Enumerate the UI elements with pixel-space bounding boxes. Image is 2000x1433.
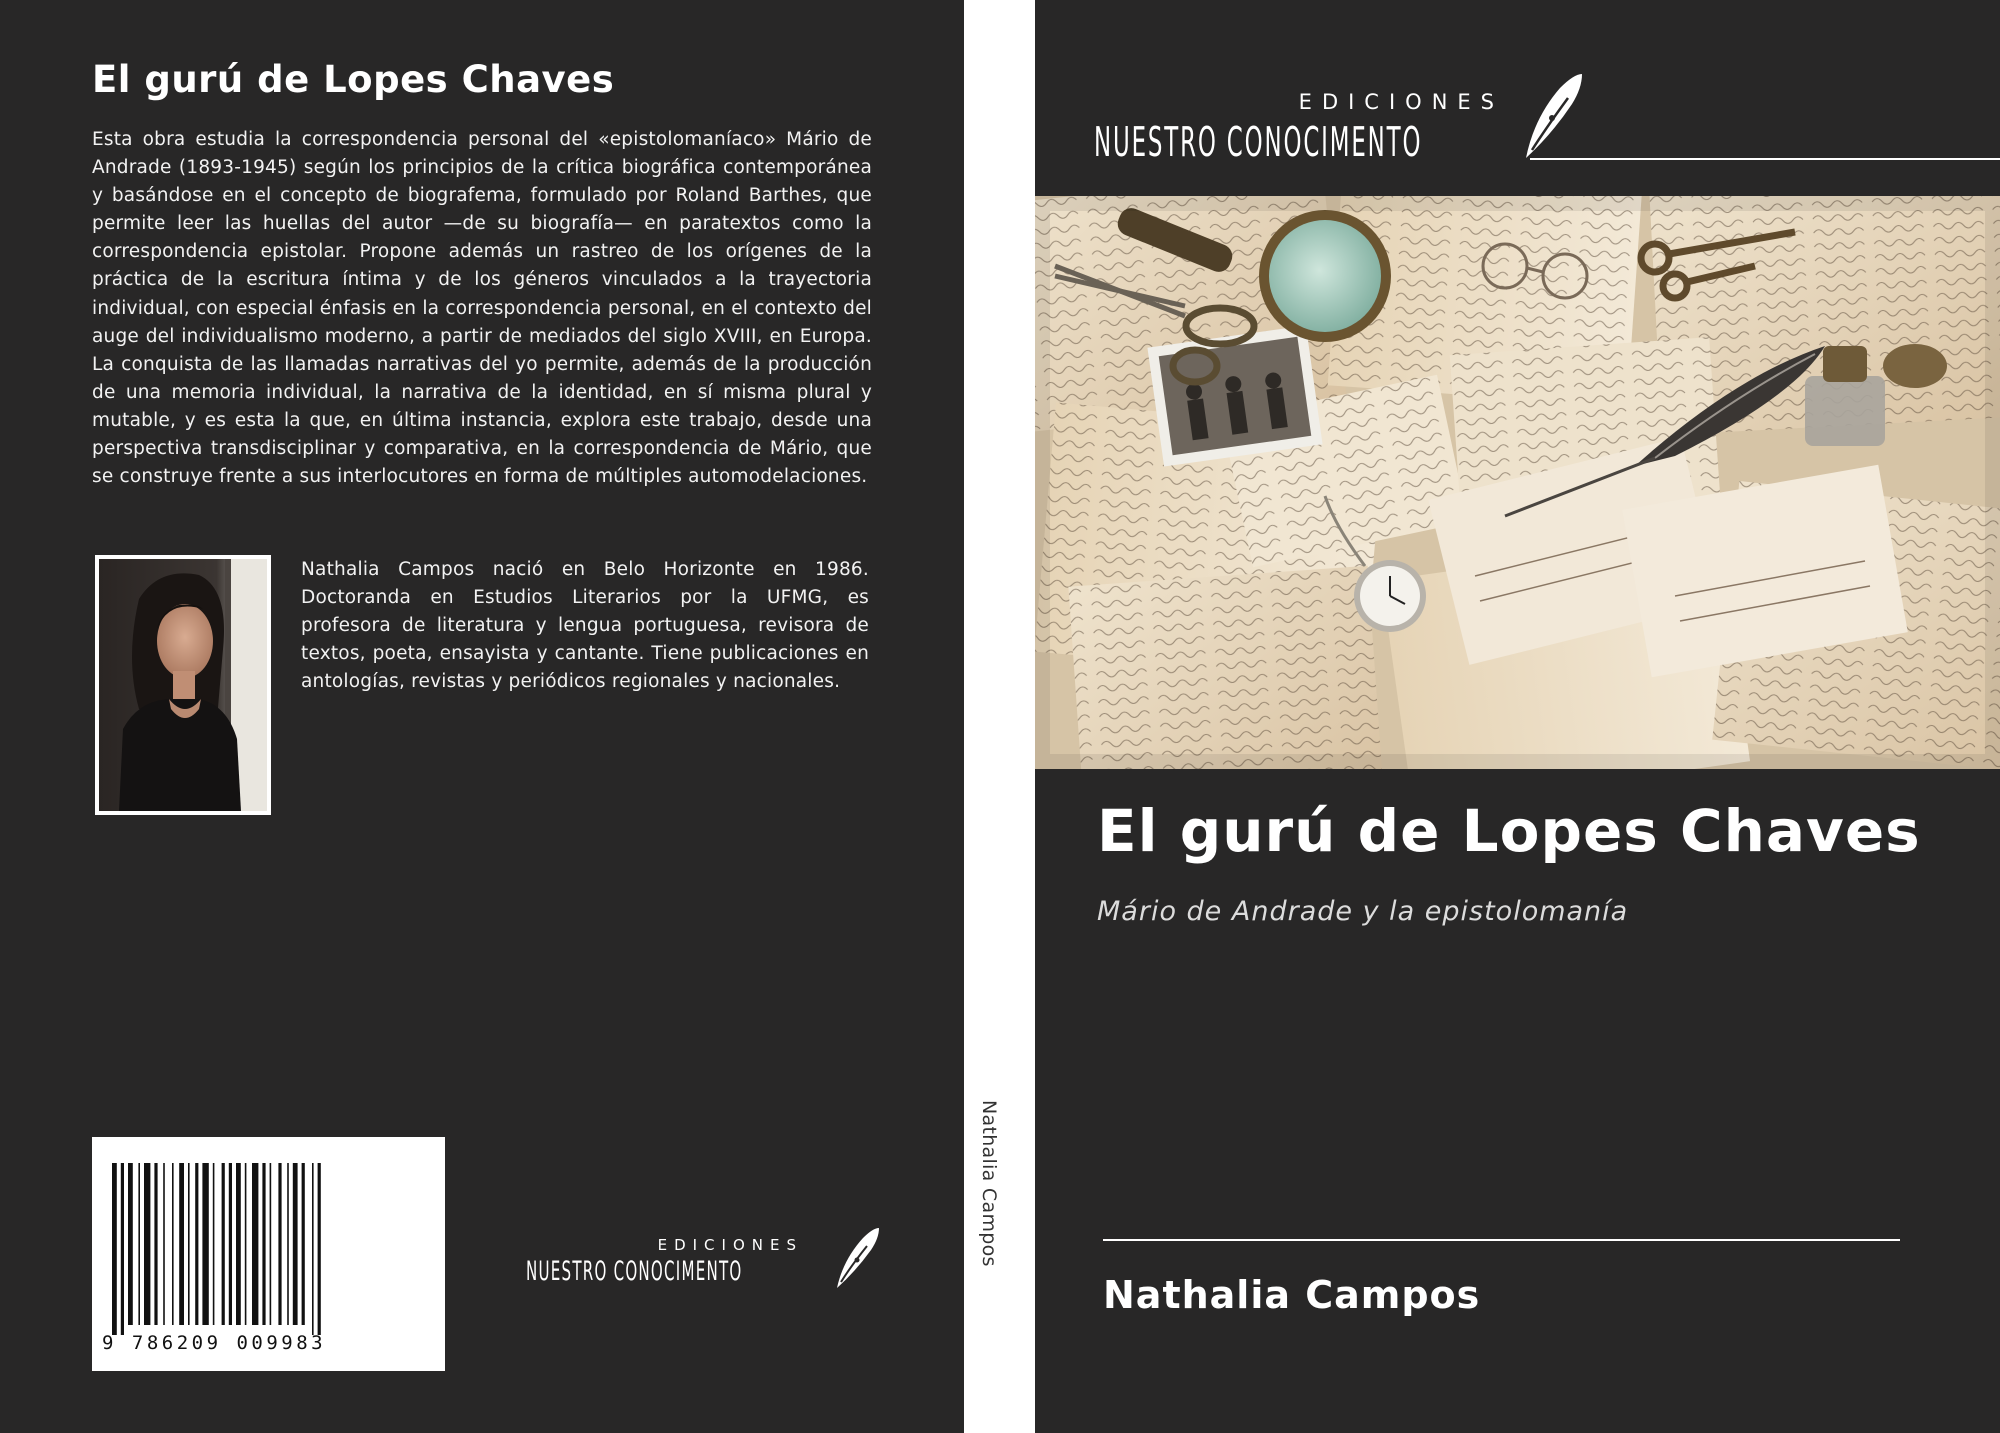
barcode-bar bbox=[112, 1163, 117, 1335]
isbn-digits: 9 786209 009983 bbox=[102, 1332, 327, 1354]
front-cover-title: El gurú de Lopes Chaves bbox=[1097, 797, 1921, 865]
barcode-bar bbox=[252, 1163, 258, 1325]
barcode-bar bbox=[293, 1163, 298, 1325]
barcode-bar bbox=[229, 1163, 232, 1325]
barcode-bar bbox=[202, 1163, 208, 1325]
barcode-bar bbox=[138, 1163, 140, 1325]
logo-rule bbox=[1530, 158, 2000, 160]
barcode-bar bbox=[245, 1163, 247, 1325]
barcode-bar bbox=[236, 1163, 241, 1325]
barcode-bar bbox=[163, 1163, 165, 1325]
author-rule bbox=[1103, 1239, 1900, 1241]
barcode-bar bbox=[262, 1163, 265, 1325]
publisher-line1-front: EDICIONES bbox=[1298, 90, 1504, 114]
publisher-line2-front: NUESTRO CONOCIMENTO bbox=[1094, 118, 1423, 166]
barcode-bar bbox=[154, 1163, 157, 1325]
publisher-line2: NUESTRO CONOCIMENTO bbox=[526, 1256, 743, 1287]
barcode-bar bbox=[278, 1163, 281, 1325]
barcode-bar bbox=[128, 1163, 133, 1325]
front-cover-subtitle: Mário de Andrade y la epistolomanía bbox=[1097, 896, 1629, 927]
barcode-bar bbox=[270, 1163, 272, 1325]
barcode-bar bbox=[287, 1163, 289, 1325]
barcode-bar bbox=[121, 1163, 124, 1335]
publisher-logo-front bbox=[1094, 90, 1514, 170]
fountain-pen-icon bbox=[833, 1226, 881, 1292]
barcode-bar bbox=[312, 1163, 314, 1335]
author-photo bbox=[95, 555, 271, 815]
publisher-logo-back bbox=[526, 1236, 821, 1291]
synopsis-text: Esta obra estudia la correspondencia personal del «epistolomaníaco» Mário de Andrade (1893-1945) según los principios de la crítica biográfica contemporánea y basándose en el concepto de biografema, formulado por Roland Barthes, que permite leer las huellas del autor —de su biografía— en paratextos como la correspondencia epistolar. Propone además un rastreo de los orígenes de la práctica de la escritura íntima y de los géneros vinculados a la trayectoria individual, con especial énfasis en la correspondencia personal, en el contexto del auge del individualismo moderno, a partir de mediados del siglo XVIII, en Europa. La conquista de las llamadas narrativas del yo permite, además de la producción de una memoria individual, la narrativa de la identidad, en sí misma plural y mutable, y es esta la que, en última instancia, explora este trabajo, desde una perspectiva transdisciplinar y comparativa, en la correspondencia de Mário, que se construye frente a sus interlocutores en forma de múltiples automodelaciones. bbox=[92, 129, 872, 488]
front-cover-author: Nathalia Campos bbox=[1103, 1273, 1481, 1317]
barcode-bar bbox=[172, 1163, 174, 1325]
back-cover-title: El gurú de Lopes Chaves bbox=[92, 58, 615, 101]
publisher-line1: EDICIONES bbox=[657, 1236, 803, 1254]
barcode-bar bbox=[222, 1163, 225, 1325]
barcode-bar bbox=[195, 1163, 198, 1325]
barcode-bar bbox=[213, 1163, 215, 1325]
author-bio: Nathalia Campos nació en Belo Horizonte en 1986. Doctoranda en Estudios Literarios por la UFMG, es profesora de literatura y lengua portuguesa, revisora de textos, poeta, ensayista y cantante. Tiene publicaciones en antologías, revistas y periódicos regionales y nacionales. bbox=[301, 559, 869, 693]
spine-author: Nathalia Campos bbox=[978, 1100, 1000, 1267]
barcode-bar bbox=[188, 1163, 190, 1325]
letters-collage-photo bbox=[1035, 196, 2000, 769]
barcode-bar bbox=[302, 1163, 305, 1325]
fountain-pen-icon-front bbox=[1524, 72, 1584, 162]
barcode bbox=[92, 1137, 445, 1371]
barcode-bar bbox=[318, 1163, 321, 1335]
barcode-bar bbox=[179, 1163, 184, 1325]
barcode-bar bbox=[144, 1163, 150, 1325]
